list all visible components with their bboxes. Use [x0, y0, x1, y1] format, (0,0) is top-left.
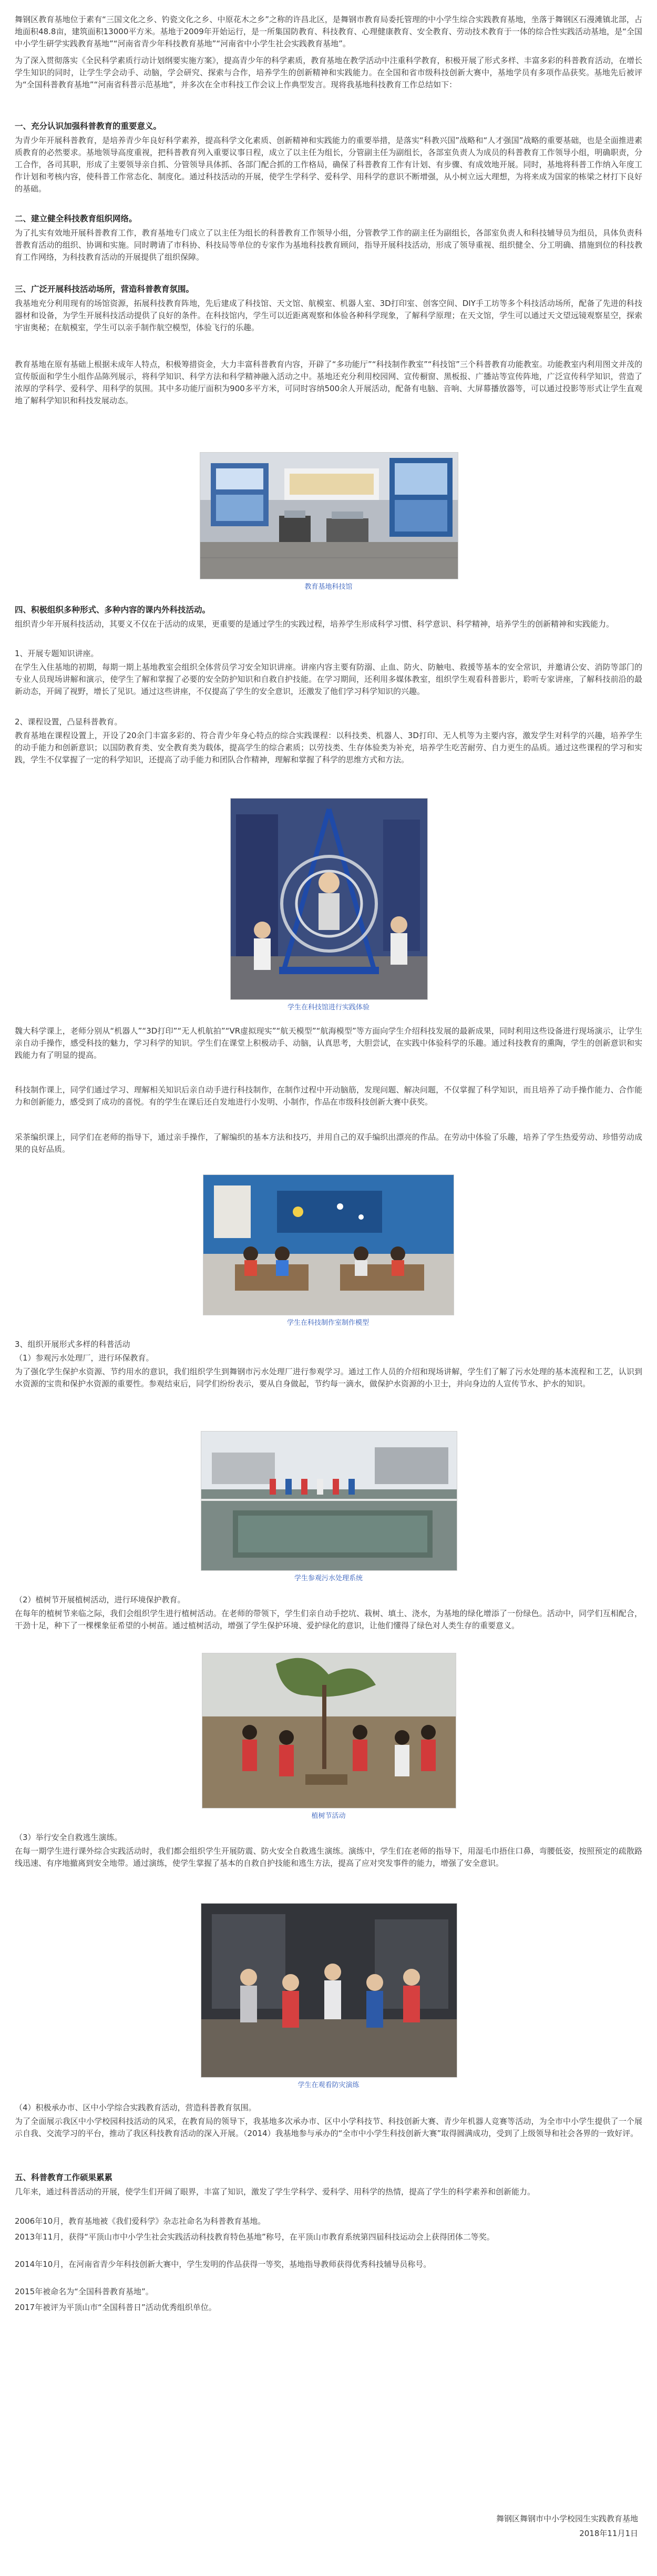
- signature-organization: 舞钢区舞钢市中小学校园生实践教育基地: [496, 2514, 638, 2523]
- section-3-paragraph-2: 教育基地在原有基础上根据未成年人特点，积极筹措资金，大力丰富科普教育内容，开辟了“多功能厅”“科技制作教室”“科技馆”三个科普教育功能教室。功能教室内利用图文并茂的宣传版面和学生小组作品陈列展示，将科学知识、科学方法和科学精神融入活动之中。基地还充分利用校园网、宣传橱窗、黑板报、广播站等宣传阵地，广泛宣传科学知识，营造了浓厚的学科学、爱科学、用科学的氛围。其中多功能厅面积为900多平方米，可同时容纳500余人开展活动，配备有电脑、音响、大屏幕播放器等，可以通过投影等形式让学生直观地了解科学知识和科技发展动态。: [15, 360, 642, 405]
- section-1-heading: 一、充分认识加强科普教育的重要意义。: [15, 121, 162, 131]
- photo-evacuation-drill: [201, 1903, 457, 2078]
- section-4-intro: 组织青少年开展科技活动，其要义不仅在于活动的成果，更重要的是通过学生的实践过程，培养学生形成科学习惯、科学意识、科学精神，培养学生的创新精神和实践能力。: [15, 619, 614, 629]
- achievement-item: 2006年10月，教育基地被《我们爱科学》杂志社命名为科普教育基地。: [15, 2216, 266, 2226]
- photo-model-making-caption: 学生在科技制作室制作模型: [286, 1319, 369, 1327]
- photo-gyroscope-caption: 学生在科技馆进行实践体验: [287, 1004, 369, 1011]
- section-4-sub-3a-body: 为了强化学生保护水资源、节约用水的意识，我们组织学生到舞钢市污水处理厂进行参观学习。通过工作人员的介绍和现场讲解，学生们了解了污水处理的基本流程和工艺，认识到水资源的宝贵和保护水资源的重要性。参观结束后，同学们纷纷表示，要从自身做起，节约每一滴水，做保护水资源的小卫士，并向身边的人宣传节水、护水的知识。: [15, 1367, 642, 1388]
- photo-model-making-illustration: [203, 1175, 454, 1315]
- photo-tree-planting: [202, 1653, 456, 1808]
- section-4-sub-3b-heading: （2）植树节开展植树活动，进行环境保护教育。: [15, 1595, 186, 1604]
- section-4-sub-3-heading: 3、组织开展形式多样的科普活动: [15, 1340, 130, 1349]
- achievement-item: 2013年11月，获得“平顶山市中小学生社会实践活动科技教育特色基地”称号，在平顶山市教育系统第四届科技运动会上获得团体二等奖。: [15, 2232, 495, 2242]
- photo-tree-planting-illustration: [202, 1653, 456, 1808]
- section-2-heading: 二、建立健全科技教育组织网络。: [15, 214, 137, 223]
- achievement-item: 2015年被命名为“全国科普教育基地”。: [15, 2287, 153, 2296]
- section-2-body: 为了扎实有效地开展科普教育工作，教育基地专门成立了以主任为组长的科普教育工作领导小组，分管教学工作的副主任为副组长，各部室负责人和科技辅导员为组员，具体负责科普教育活动的组织、协调和实施。同时聘请了市科协、科技局等单位的专家作为基地科技教育顾问，指导开展科技活动，形成了领导重视、组织健全、分工明确、措施到位的科技教育工作网络，为科技教育活动的开展提供了组织保障。: [15, 228, 642, 262]
- section-5-lead: 几年来，通过科普活动的开展，使学生们开阔了眼界，丰富了知识，激发了学生学科学、爱科学、用科学的热情，提高了学生的科学素养和创新能力。: [15, 2187, 536, 2196]
- section-4-making-paragraph: 科技制作课上，同学们通过学习、理解相关知识后亲自动手进行科技制作，在制作过程中开动脑筋，发现问题、解决问题，不仅掌握了科学知识，而且培养了动手操作能力、合作能力和创新能力，感受到了成功的喜悦。有的学生在课后还自发地进行小发明、小制作，作品在市级科技创新大赛中获奖。: [15, 1085, 642, 1107]
- achievement-item: 2014年10月，在河南省青少年科技创新大赛中，学生发明的作品获得一等奖，基地指导教师获得优秀科技辅导员称号。: [15, 2260, 432, 2269]
- section-4-sub-4-heading: （4）积极承办市、区中小学综合实践教育活动，营造科普教育氛围。: [15, 2103, 256, 2112]
- section-4-sub-1-body: 在学生入住基地的初期，每期一期上基地教室会组织全体营员学习安全知识讲座。讲座内容主要有防溺、止血、防火、防触电、救援等基本的安全常识，并邀请公安、消防等部门的专业人员现场讲解和演示，使学生了解和掌握了必要的安全防护知识和自救自护技能。在学习期间，还利用多媒体教室，组织学生观看科普影片，聆听专家讲座，了解科技前沿的最新动态，开阔了视野，增长了见识。通过这些讲座，不仅提高了学生的安全意识，还激发了他们学习科学知识的兴趣。: [15, 662, 642, 696]
- section-3-heading: 三、广泛开展科技活动场所，营造科普教育氛围。: [15, 284, 194, 294]
- photo-gyroscope-illustration: [231, 799, 427, 999]
- photo-sewage-plant-caption: 学生参观污水处理系统: [294, 1575, 363, 1582]
- section-4-sub-3c-heading: （3）举行安全自救逃生演练。: [15, 1833, 122, 1842]
- photo-science-museum: [200, 452, 458, 579]
- signature-date: 2018年11月1日: [579, 2529, 638, 2538]
- intro-paragraph-2: 为了深入贯彻落实《全民科学素质行动计划纲要实施方案》，提高青少年的科学素质，教育基地在教学活动中注重科学教育，积极开展了形式多样、丰富多彩的科普教育活动，在增长学生知识的同时，让学生学会动手、动脑，学会研究、探索与合作，培养学生的创新精神和实践能力。在全国和省市级科技创新大赛中，基地学员有多项作品获奖。基地先后被评为“全国科普教育基地”“河南省科普示范基地”，并多次在全市科技工作会议上作典型发言。现将我基地科技教育工作总结如下：: [15, 56, 642, 89]
- photo-evacuation-drill-illustration: [201, 1904, 457, 2077]
- achievement-item: 2017年被评为平顶山市“全国科普日”活动优秀组织单位。: [15, 2303, 217, 2312]
- section-4-sub-1-heading: 1、开展专题知识讲座。: [15, 649, 99, 658]
- photo-tree-planting-caption: 植树节活动: [311, 1812, 346, 1820]
- photo-sewage-plant-illustration: [201, 1432, 457, 1570]
- section-4-weaving-paragraph: 采茶编织课上，同学们在老师的指导下，通过亲手操作，了解编织的基本方法和技巧，并用自己的双手编织出漂亮的作品。在劳动中体验了乐趣，培养了学生热爱劳动、珍惜劳动成果的良好品质。: [15, 1132, 642, 1154]
- photo-sewage-plant: [201, 1431, 457, 1571]
- section-4-sub-2-body: 教育基地在课程设置上，开设了20余门丰富多彩的、符合青少年身心特点的综合实践课程：以科技类、机器人、3D打印、无人机等为主要内容，激发学生对科学的兴趣，培养学生的动手能力和创新意识；以国防教育类、安全教育类为载体，提高学生的综合素质；以劳技类、生存体验类为补充，培养学生吃苦耐劳、自力更生的品质。通过这些课程的学习和实践，学生不仅掌握了一定的科学知识，还提高了动手能力和团队合作精神，理解和掌握了科学的思维方式和方法。: [15, 731, 642, 764]
- section-1-body: 为青少年开展科普教育，是培养青少年良好科学素养，提高科学文化素质、创新精神和实践能力的重要举措，是落实“科教兴国”战略和“人才强国”战略的重要基础，也是全面推进素质教育的必然要求。基地领导高度重视，把科普教育列入重要议事日程，成立了以主任为组长，分管副主任为副组长，各部室负责人为成员的科普教育工作领导小组，明确职责，分工合作，各司其职，形成了主要领导亲自抓、分管领导具体抓、各部门配合抓的工作格局，确保了科普教育工作有计划、有步骤、有成效地开展。同时，基地将科普工作纳入年度工作计划和考核内容，使科普工作常态化、制度化。通过科技活动的开展，使学生学科学、爱科学、用科学的意识不断增强，从小树立远大理想，为将来成为国家的栋梁之材打下良好的基础。: [15, 136, 642, 193]
- section-4-sub-3b-body: 在每年的植树节来临之际，我们会组织学生进行植树活动。在老师的带领下，学生们亲自动手挖坑、栽树、填土、浇水，为基地的绿化增添了一份绿色。活动中，同学们互相配合，干劲十足，种下了一棵棵象征希望的小树苗。通过植树活动，增强了学生保护环境、爱护绿化的意识，让他们懂得了绿色对人类生存的重要意义。: [15, 1609, 642, 1630]
- section-4-sub-3a-heading: （1）参观污水处理厂，进行环保教育。: [15, 1353, 154, 1363]
- photo-gyroscope-experience: [230, 798, 428, 1000]
- section-4-sub-3c-body: 在每一期学生进行课外综合实践活动时，我们都会组织学生开展防震、防火安全自救逃生演练。演练中，学生们在老师的指导下，用湿毛巾捂住口鼻，弯腰低姿，按照预定的疏散路线迅速、有序地撤离到安全地带。通过演练，使学生掌握了基本的自救自护技能和逃生方法，提高了应对突发事件的能力，增强了安全意识。: [15, 1846, 642, 1868]
- section-4-tech-paragraph: 魏大科学课上，老师分别从“机器人”“3D打印”“无人机航拍”“VR虚拟现实”“航天模型”“航海模型”等方面向学生介绍科技发展的最新成果，同时利用这些设备进行现场演示，让学生亲自动手操作，感受科技的魅力，学习科学的知识。学生们在课堂上积极动手、动脑，认真思考，大胆尝试，在实践中体验科学的乐趣。通过科技教育的熏陶，学生的创新意识和实践能力有了明显的提高。: [15, 1026, 642, 1060]
- section-4-heading: 四、积极组织多种形式、多种内容的课内外科技活动。: [15, 605, 211, 615]
- photo-science-museum-illustration: [200, 453, 458, 579]
- intro-paragraph-1: 舞钢区教育基地位于素有“三国文化之乡、钓瓷文化之乡、中原花木之乡”之称的许昌北区，是舞钢市教育局委托管理的中小学生综合实践教育基地，坐落于舞钢区石漫滩镇北部，占地面积48.8亩，建筑面积13000平方米。基地于2009年开始运行，是一所集国防教育、科技教育、心理健康教育、安全教育、劳动技术教育于一体的综合性实践活动基地，是“全国中小学生研学实践教育基地”“河南省青少年科技教育基地”“河南省中小学生社会实践教育基地”。: [15, 15, 642, 48]
- section-4-sub-2-heading: 2、课程设置，凸显科普教育。: [15, 717, 122, 727]
- photo-evacuation-drill-caption: 学生在观看防灾演练: [297, 2081, 360, 2089]
- section-3-paragraph-1: 我基地充分利用现有的场馆资源，拓展科技教育阵地，先后建成了科技馆、天文馆、航模室、机器人室、3D打印室、创客空间、DIY手工坊等多个科技活动场所，配备了先进的科技器材和设备，为学生开展科技活动提供了良好的条件。在科技馆内，学生可以近距离观察和体验各种科学现象，了解科学原理；在天文馆，学生可以通过天文望远镜观察星空，探索宇宙奥秘；在航模室，学生可以亲手制作航空模型，体验飞行的乐趣。: [15, 299, 642, 332]
- photo-science-museum-caption: 教育基地科技馆: [304, 583, 353, 591]
- section-4-sub-4-body: 为了全面展示我区中小学校园科技活动的风采，在教育局的领导下，我基地多次承办市、区中小学科技节、科技创新大赛、青少年机器人竞赛等活动，为全市中小学生提供了一个展示自我、交流学习的平台，推动了我区科技教育活动的深入开展。（2014）我基地参与承办的“全市中小学生科技创新大赛”取得圆满成功，受到了上级领导和社会各界的一致好评。: [15, 2117, 642, 2138]
- photo-model-making: [203, 1174, 454, 1315]
- section-5-heading: 五、科普教育工作硕果累累: [15, 2173, 113, 2182]
